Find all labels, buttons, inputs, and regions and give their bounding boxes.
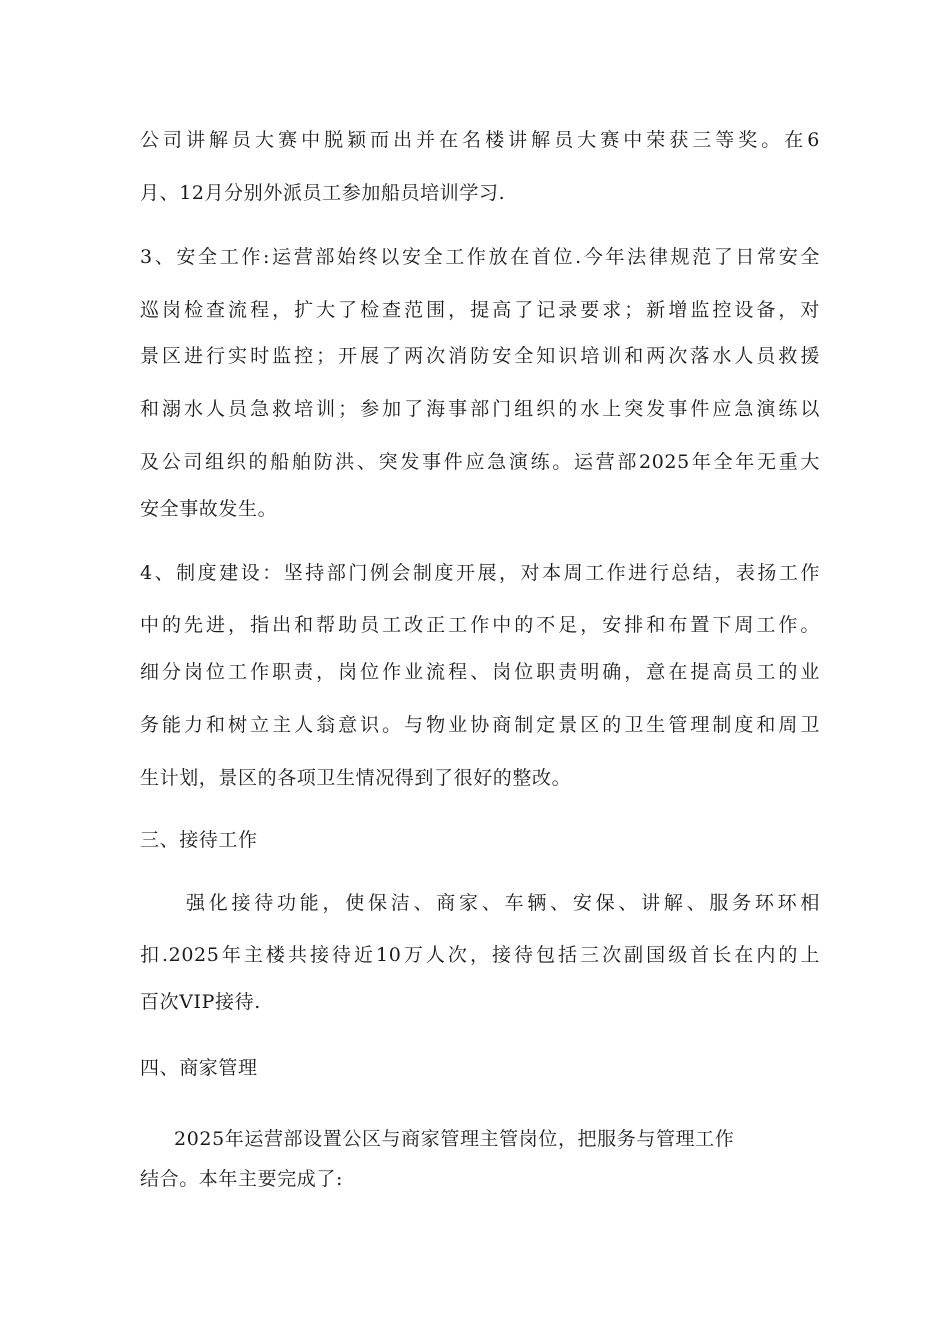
text-line: 百次VIP接待. [140, 991, 261, 1013]
text-line: 强化接待功能，使保洁、商家、车辆、安保、讲解、服务环环相 [186, 892, 820, 914]
text-line: 4、制度建设：坚持部门例会制度开展，对本周工作进行总结，表扬工作 [140, 562, 820, 584]
text-line: 结合。本年主要完成了: [140, 1168, 344, 1190]
text-line: 2025年运营部设置公区与商家管理主管岗位，把服务与管理工作 [174, 1128, 735, 1150]
text-line: 细分岗位工作职责，岗位作业流程、岗位职责明确，意在提高员工的业 [140, 661, 820, 683]
text-line: 生计划，景区的各项卫生情况得到了很好的整改。 [140, 767, 572, 789]
text-line: 公司讲解员大赛中脱颖而出并在名楼讲解员大赛中荣获三等奖。在6 [140, 129, 820, 151]
text-line: 巡岗检查流程，扩大了检查范围，提高了记录要求；新增监控设备，对 [140, 299, 820, 321]
section-heading: 四、商家管理 [140, 1057, 258, 1079]
text-line: 扣.2025年主楼共接待近10万人次，接待包括三次副国级首长在内的上 [140, 944, 820, 966]
text-line: 中的先进，指出和帮助员工改正工作中的不足，安排和布置下周工作。 [140, 614, 820, 636]
text-line: 及公司组织的船舶防洪、突发事件应急演练。运营部2025年全年无重大 [140, 451, 820, 473]
text-line: 景区进行实时监控；开展了两次消防安全知识培训和两次落水人员救援 [140, 345, 820, 367]
text-line: 月、12月分别外派员工参加船员培训学习. [140, 182, 506, 204]
text-line: 安全事故发生。 [140, 498, 278, 520]
text-line: 和溺水人员急救培训；参加了海事部门组织的水上突发事件应急演练以 [140, 398, 820, 420]
text-line: 务能力和树立主人翁意识。与物业协商制定景区的卫生管理制度和周卫 [140, 714, 820, 736]
section-heading: 三、接待工作 [140, 829, 258, 851]
text-line: 3、安全工作:运营部始终以安全工作放在首位.今年法律规范了日常安全 [140, 246, 820, 268]
